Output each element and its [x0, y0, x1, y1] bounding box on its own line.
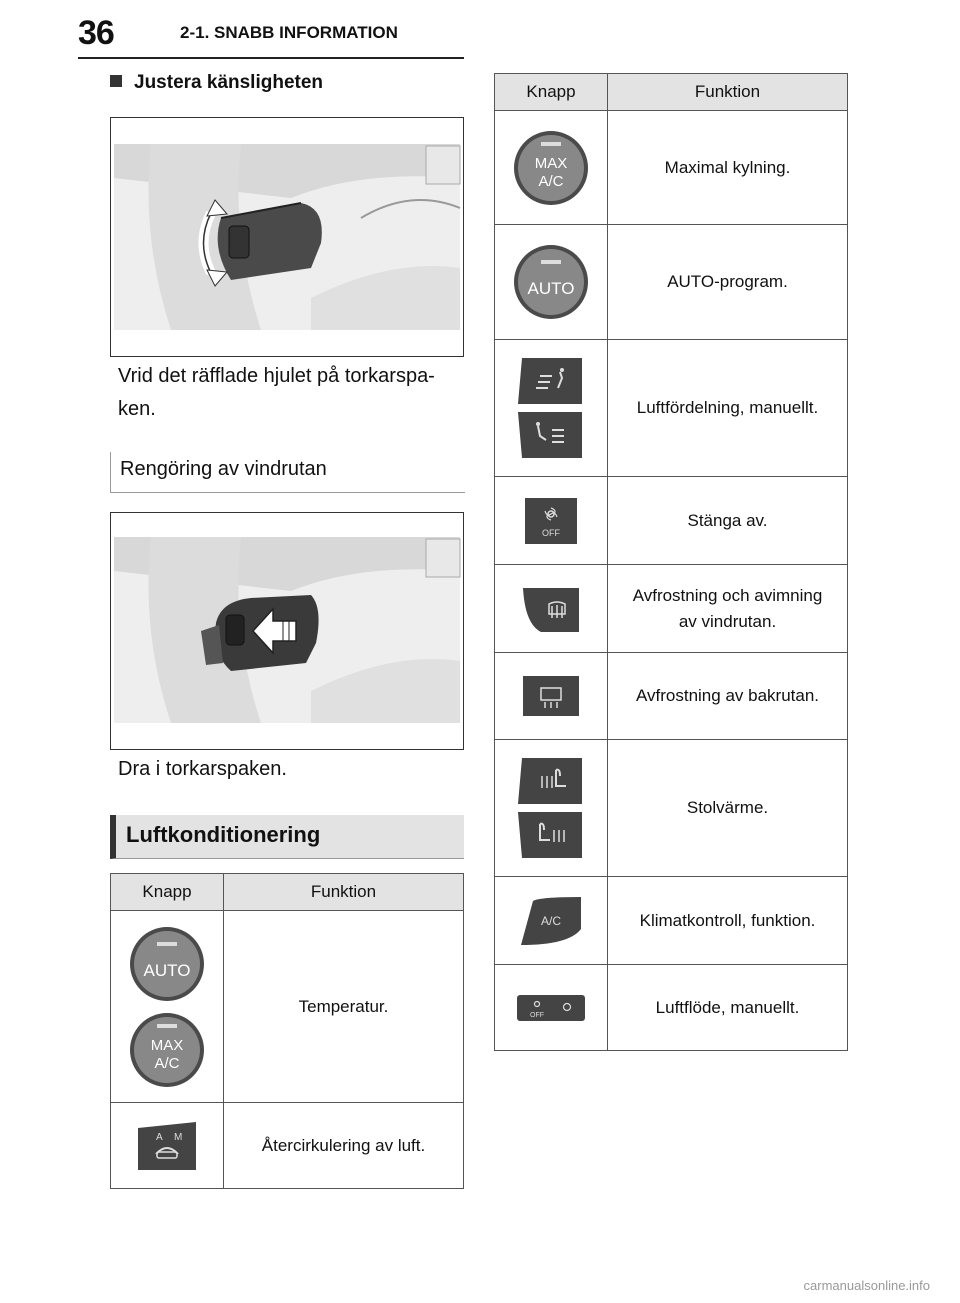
seat-heating-lower-icon [516, 810, 586, 860]
function-cell: Stolvärme. [608, 740, 848, 877]
svg-text:A/C: A/C [154, 1054, 180, 1072]
airflow-button-icon [515, 993, 587, 1023]
ac-button-icon [519, 895, 583, 947]
wiper-wheel-illustration [110, 117, 464, 357]
caption-2: Dra i torkarspaken. [118, 758, 287, 780]
table-row [495, 965, 848, 1051]
table-row [495, 225, 848, 340]
auto-button-icon [511, 242, 591, 322]
table-row [495, 477, 848, 565]
function-cell: Avfrostning av bakrutan. [608, 653, 848, 740]
svg-text:OFF: OFF [530, 1011, 544, 1019]
subheading-text: Justera känsligheten [134, 72, 324, 93]
table-row [495, 877, 848, 965]
function-line-1: Avfrostning och avimning [632, 585, 823, 605]
table-row [495, 340, 848, 477]
off-button-icon [523, 496, 579, 546]
caption-1 [118, 360, 435, 426]
header-rule [78, 57, 464, 59]
right-function-table [494, 73, 848, 1051]
function-cell: Luftflöde, manuellt. [608, 965, 848, 1051]
square-bullet-icon [110, 75, 122, 87]
svg-text:MAX: MAX [150, 1036, 184, 1054]
button-cell [495, 111, 608, 225]
table-row [495, 653, 848, 740]
function-cell: Stänga av. [608, 477, 848, 565]
watermark: carmanualsonline.info [803, 1278, 930, 1293]
note-text: Rengöring av vindrutan [120, 458, 327, 480]
svg-text:A: A [156, 1131, 163, 1143]
section-heading: Luftkonditionering [126, 822, 321, 847]
caption-1-line-1: Vrid det räfflade hjulet på torkarspa- [118, 365, 435, 387]
button-cell [111, 1103, 224, 1189]
air-distribution-lower-icon [516, 410, 586, 460]
section-title: 2-1. SNABB INFORMATION [180, 23, 398, 42]
subheading [110, 72, 323, 94]
svg-text:AUTO: AUTO [527, 279, 575, 298]
max-ac-button-icon [127, 1010, 207, 1090]
left-function-table [110, 873, 464, 1189]
table-row [111, 911, 464, 1103]
button-cell [111, 911, 224, 1103]
note-box [110, 452, 465, 493]
button-cell [495, 565, 608, 653]
function-cell: Temperatur. [224, 911, 464, 1103]
col-header-function: Funktion [224, 874, 464, 911]
table-row [495, 740, 848, 877]
table-row [111, 1103, 464, 1189]
function-cell: AUTO-program. [608, 225, 848, 340]
windshield-defrost-icon [521, 584, 581, 634]
function-line-2: av vindrutan. [678, 611, 777, 631]
svg-text:A/C: A/C [540, 913, 562, 928]
max-ac-button-icon [511, 128, 591, 208]
button-cell [495, 340, 608, 477]
button-cell [495, 965, 608, 1051]
wiper-pull-illustration [110, 512, 464, 750]
button-cell [495, 740, 608, 877]
button-cell [495, 477, 608, 565]
function-cell: Luftfördelning, manuellt. [608, 340, 848, 477]
table-row [495, 111, 848, 225]
table-header-row [111, 874, 464, 911]
function-cell: Klimatkontroll, funktion. [608, 877, 848, 965]
svg-text:AUTO: AUTO [143, 960, 191, 980]
button-cell [495, 653, 608, 740]
table-header-row [495, 74, 848, 111]
seat-heating-upper-icon [516, 756, 586, 806]
col-header-function: Funktion [608, 74, 848, 111]
col-header-button: Knapp [495, 74, 608, 111]
function-cell [608, 565, 848, 653]
col-header-button: Knapp [111, 874, 224, 911]
caption-1-line-2: ken. [118, 398, 156, 420]
button-cell [495, 225, 608, 340]
svg-text:OFF: OFF [542, 527, 560, 538]
svg-text:M: M [174, 1131, 183, 1143]
recirculation-button-icon [134, 1120, 200, 1172]
svg-text:MAX: MAX [534, 154, 568, 172]
air-distribution-upper-icon [516, 356, 586, 406]
rear-window-defrost-icon [521, 674, 581, 718]
function-cell: Maximal kylning. [608, 111, 848, 225]
table-row [495, 565, 848, 653]
page-number: 36 [78, 14, 114, 52]
svg-text:A/C: A/C [538, 172, 564, 190]
function-cell: Återcirkulering av luft. [224, 1103, 464, 1189]
auto-button-icon [127, 924, 207, 1004]
button-cell [495, 877, 608, 965]
section-heading-box [110, 815, 464, 859]
